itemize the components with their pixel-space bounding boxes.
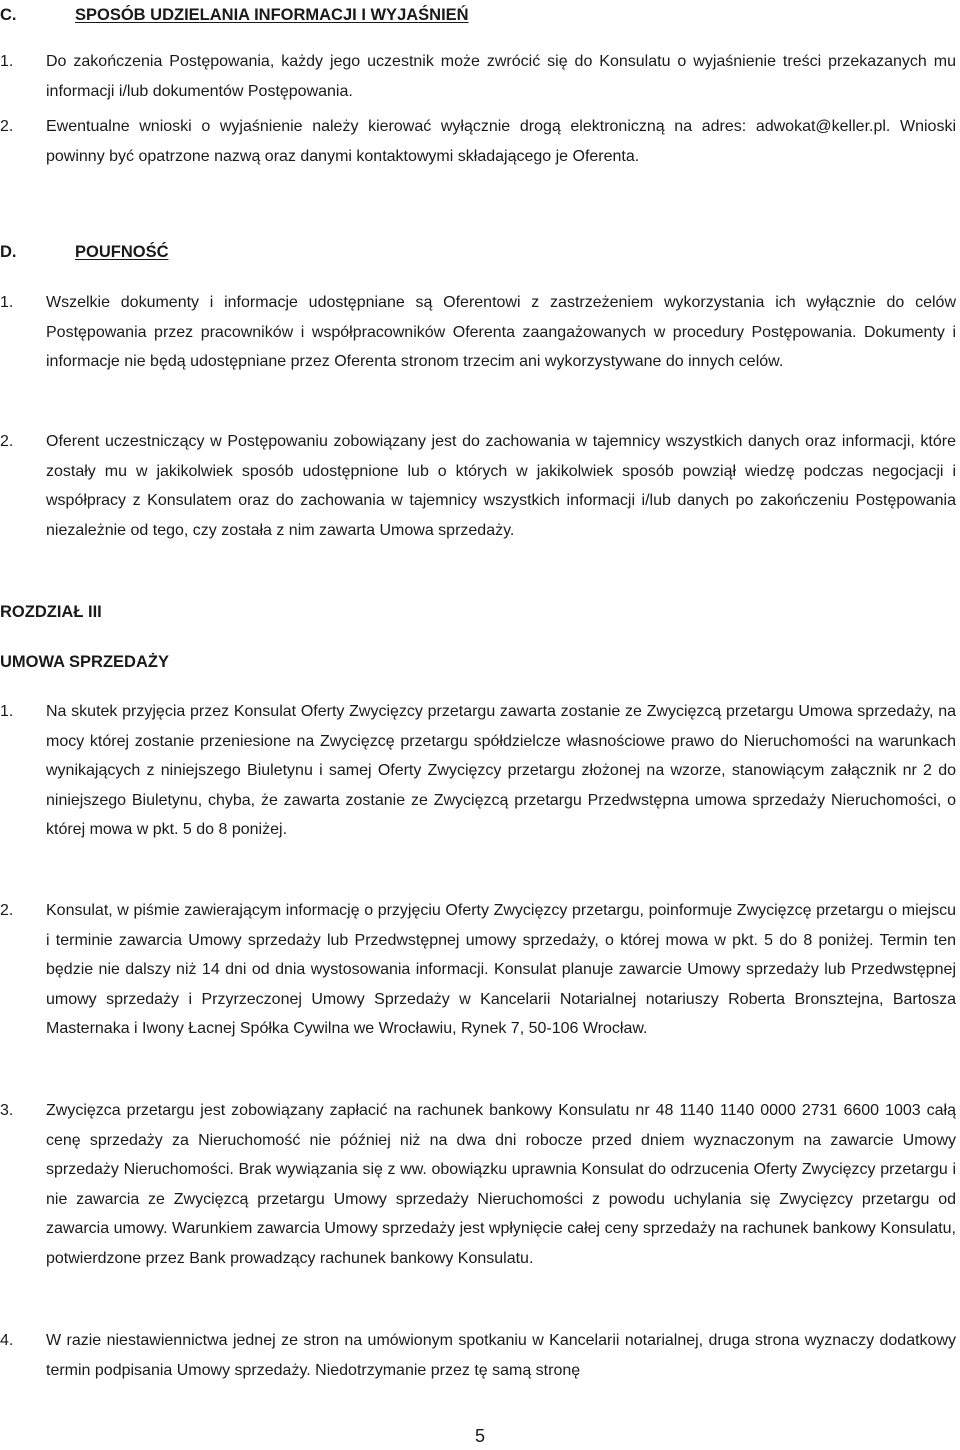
item-number: 1. xyxy=(0,53,14,70)
chapter-item-2 xyxy=(0,896,956,1044)
chapter-item-3 xyxy=(0,1096,956,1274)
item-number: 2. xyxy=(0,902,14,919)
chapter-item-1 xyxy=(0,697,956,845)
chapter-item-4 xyxy=(0,1326,956,1385)
item-number: 1. xyxy=(0,294,14,311)
item-number: 2. xyxy=(0,118,14,135)
item-number: 1. xyxy=(0,703,14,720)
item-number: 2. xyxy=(0,433,14,450)
item-text: Zwycięzca przetargu jest zobowiązany zapłacić na rachunek bankowy Konsulatu nr 48 1140 1140 0000 2731 6600 1003 całą cenę sprzedaży za Nieruchomość nie później niż na dwa dni robocze przed dniem wyznaczonym na zawarcie Umowy sprzedaży Nieruchomości. Brak wywiązania się z ww. obowiązku uprawnia Konsulat do odrzucenia Oferty Zwycięzcy przetargu i nie zawarcia ze Zwycięzcą przetargu Umowy sprzedaży Nieruchomości z powodu uchylania się Zwycięzcy przetargu od zawarcia umowy. Warunkiem zawarcia Umowy sprzedaży jest wpłynięcie całej ceny sprzedaży na rachunek bankowy Konsulatu, potwierdzone przez Bank prowadzący rachunek bankowy Konsulatu. xyxy=(46,1102,956,1267)
page-number: 5 xyxy=(474,1426,485,1446)
section-d-heading xyxy=(0,238,956,268)
item-text: Do zakończenia Postępowania, każdy jego uczestnik może zwrócić się do Konsulatu o wyjaśnienie treści przekazanych mu informacji i/lub dokumentów Postępowania. xyxy=(46,53,956,100)
item-text: W razie niestawiennictwa jednej ze stron na umówionym spotkaniu w Kancelarii notarialnej, druga strona wyznaczy dodatkowy termin podpisania Umowy sprzedaży. Niedotrzymanie przez tę samą stronę xyxy=(46,1332,956,1379)
item-text: Oferent uczestniczący w Postępowaniu zobowiązany jest do zachowania w tajemnicy wszystkich danych oraz informacji, które zostały mu w jakikolwiek sposób udostępnione lub o których w jakikolwiek sposób powziął wiedzę podczas negocjacji i współpracy z Konsulatem oraz do zachowania w tajemnicy wszystkich informacji i/lub danych po zakończeniu Postępowania niezależnie od tego, czy została z nim zawarta Umowa sprzedaży. xyxy=(46,433,956,539)
section-c-item-2 xyxy=(0,112,956,171)
section-d-number: D. xyxy=(0,243,17,261)
section-d-item-1 xyxy=(0,288,956,377)
section-d-item-2 xyxy=(0,427,956,545)
item-number: 4. xyxy=(0,1332,14,1349)
item-text: Wszelkie dokumenty i informacje udostępniane są Oferentowi z zastrzeżeniem wykorzystania ich wyłącznie do celów Postępowania przez pracowników i współpracowników Oferenta zaangażowanych w procedury Postępowania. Dokumenty i informacje nie będą udostępniane przez Oferenta stronom trzecim ani wykorzystywane do innych celów. xyxy=(46,294,956,371)
section-c-heading xyxy=(0,1,956,31)
chapter-label: ROZDZIAŁ III xyxy=(0,603,102,621)
section-c-title: SPOSÓB UDZIELANIA INFORMACJI I WYJAŚNIEŃ xyxy=(75,6,469,24)
section-d-title: POUFNOŚĆ xyxy=(75,243,169,261)
item-number: 3. xyxy=(0,1102,14,1119)
chapter-title: UMOWA SPRZEDAŻY xyxy=(0,653,169,671)
section-c-item-1 xyxy=(0,47,956,106)
item-text: Konsulat, w piśmie zawierającym informację o przyjęciu Oferty Zwycięzcy przetargu, poinformuje Zwycięzcę przetargu o miejscu i terminie zawarcia Umowy sprzedaży lub Przedwstępnej umowy sprzedaży, o której mowa w pkt. 5 do 8 poniżej. Termin ten będzie nie dalszy niż 14 dni od dnia wystosowania informacji. Konsulat planuje zawarcie Umowy sprzedaży lub Przedwstępnej umowy sprzedaży i Przyrzeczonej Umowy Sprzedaży w Kancelarii Notarialnej notariuszy Roberta Bronsztejna, Bartosza Masternaka i Iwony Łacnej Spółka Cywilna we Wrocławiu, Rynek 7, 50-106 Wrocław. xyxy=(46,902,956,1038)
item-text: Ewentualne wnioski o wyjaśnienie należy kierować wyłącznie drogą elektroniczną na adres: adwokat@keller.pl. Wnioski powinny być opatrzone nazwą oraz danymi kontaktowymi składającego je Oferenta. xyxy=(46,118,956,165)
item-text: Na skutek przyjęcia przez Konsulat Oferty Zwycięzcy przetargu zawarta zostanie ze Zwycięzcą przetargu Umowa sprzedaży, na mocy której zostanie przeniesione na Zwycięzcę przetargu spółdzielcze własnościowe prawo do Nieruchomości na warunkach wynikających z niniejszego Biuletynu i samej Oferty Zwycięzcy przetargu złożonej na wzorze, stanowiącym załącznik nr 2 do niniejszego Biuletynu, chyba, że zawarta zostanie ze Zwycięzcą przetargu Przedwstępna umowa sprzedaży Nieruchomości, o której mowa w pkt. 5 do 8 poniżej. xyxy=(46,703,956,839)
section-c-number: C. xyxy=(0,6,17,24)
